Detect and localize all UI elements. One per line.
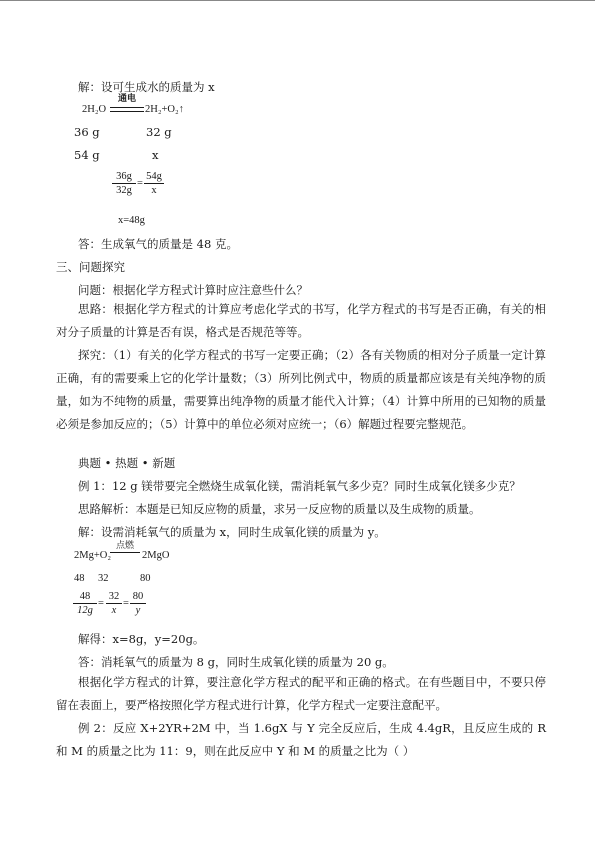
mg-fraction-3 — [130, 590, 146, 617]
mg-result: 解得：x=8g，y=20g。 — [78, 632, 205, 646]
equation-right: 2H₂+O₂↑ — [145, 104, 184, 115]
section-heading: 三、问题探究 — [56, 260, 125, 274]
mg-equals-2: = — [123, 598, 129, 609]
mg-fraction-1-numerator: 48 — [73, 590, 97, 604]
fraction-1-denominator: 32g — [116, 185, 132, 196]
proportion-fraction-2 — [144, 170, 164, 197]
mg-fraction-1-denominator: 12g — [77, 605, 93, 616]
mg-equals-1: = — [98, 598, 104, 609]
mg-fraction-3-denominator: y — [135, 605, 141, 616]
solution-result: x=48g — [118, 215, 145, 226]
mg-equation-left: 2Mg+O₂ — [74, 550, 112, 561]
solve-text: 解：设需消耗氧气的质量为 x，同时生成氧化镁的质量为 y。 — [78, 525, 386, 539]
fraction-2-denominator: x — [151, 185, 157, 196]
mass-80: 80 — [140, 573, 151, 584]
fraction-1-numerator: 36g — [112, 170, 136, 184]
proportion-equals: = — [137, 178, 143, 189]
mass-row1-left: 36 g — [74, 125, 100, 139]
mg-answer: 答：消耗氧气的质量为 8 g，同时生成氧化镁的质量为 20 g。 — [78, 655, 394, 669]
equation-condition: 通电 — [117, 94, 136, 104]
solution-answer: 答：生成氧气的质量是 48 克。 — [78, 237, 238, 251]
mg-fraction-2-denominator: x — [111, 605, 117, 616]
typical-heading: 典题 • 热题 • 新题 — [78, 456, 176, 470]
solution-intro: 解：设可生成水的质量为 x — [78, 80, 215, 94]
analysis-text: 思路解析：本题是已知反应物的质量，求另一反应物的质量以及生成物的质量。 — [78, 502, 481, 516]
mass-row1-right: 32 g — [146, 125, 172, 139]
mg-fraction-1 — [73, 590, 97, 617]
mass-32: 32 — [98, 573, 109, 584]
fraction-2-numerator: 54g — [144, 170, 164, 184]
mg-equation-right: 2MgO — [142, 550, 170, 561]
mg-equation-condition: 点燃 — [115, 541, 134, 551]
mg-fraction-2 — [106, 590, 122, 617]
mg-equation-line — [110, 552, 140, 553]
mass-48: 48 — [74, 573, 85, 584]
thinking-paragraph: 思路：根据化学方程式的计算应考虑化学式的书写，化学方程式的书写是否正确，有关的相对分子质量的计算是否有误，格式是否规范等等。 — [56, 302, 546, 339]
mg-fraction-3-numerator: 80 — [130, 590, 146, 604]
proportion-fraction-1 — [112, 170, 136, 197]
equation-double-line — [110, 107, 144, 112]
mass-row2-right: x — [152, 148, 159, 162]
example2-paragraph: 例 2：反应 X+2YR+2M 中，当 1.6gX 与 Y 完全反应后，生成 4.4gR，且反应生成的 R 和 M 的质量之比为 11：9，则在此反应中 Y 和 M 的质量之比为（ ） — [56, 721, 546, 758]
question-text: 问题：根据化学方程式计算时应注意些什么？ — [78, 283, 308, 297]
equation-left: 2H₂O — [82, 104, 107, 115]
mass-row2-left: 54 g — [74, 148, 100, 162]
mg-fraction-2-numerator: 32 — [106, 590, 122, 604]
note-paragraph: 根据化学方程式的计算，要注意化学方程式的配平和正确的格式。在有些题目中，不要只停留在表面上，要严格按照化学方程式进行计算，化学方程式一定要注意配平。 — [56, 675, 546, 712]
explore-paragraph: 探究：（1）有关的化学方程式的书写一定要正确；（2）各有关物质的相对分子质量一定计算正确，有的需要乘上它的化学计量数；（3）所列比例式中，物质的质量都应该是有关纯净物的质量，如为不纯物的质量，需要算出纯净物的质量才能代入计算；（4）计算中所用的已知物的质量必须是参加反应的；（5）计算中的单位必须对应统一；（6）解题过程要完整规范。 — [56, 348, 546, 431]
page-top-border — [0, 0, 595, 1]
example1-text: 例 1：12 g 镁带要完全燃烧生成氧化镁，需消耗氧气多少克？同时生成氧化镁多少克？ — [78, 479, 521, 493]
